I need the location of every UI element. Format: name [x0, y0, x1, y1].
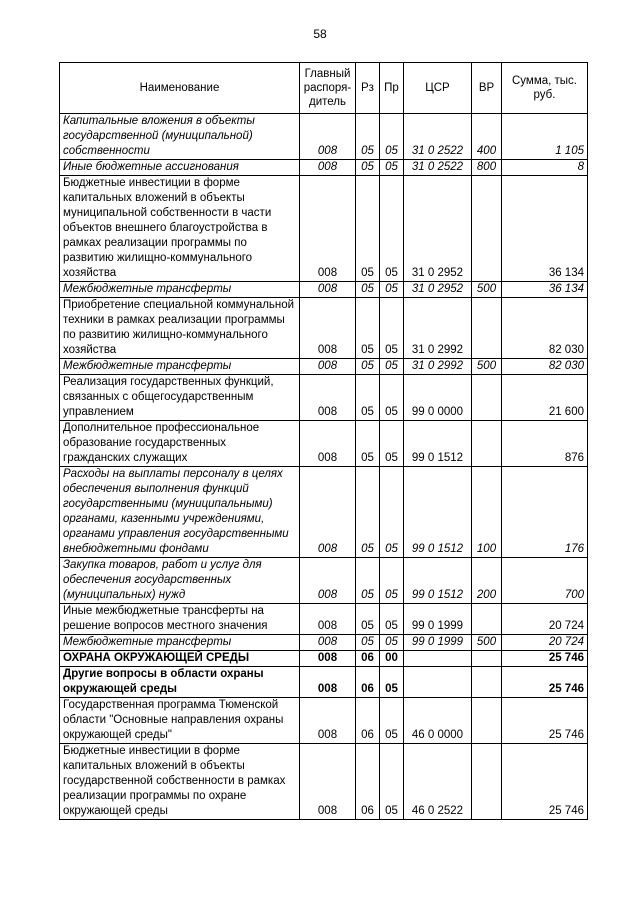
cell-rz: 05: [356, 114, 380, 160]
cell-vr: 800: [472, 160, 502, 176]
cell-csr: 31 0 2522: [404, 114, 472, 160]
cell-name: Межбюджетные трансферты: [60, 359, 300, 375]
cell-name: Дополнительное профессиональное образование государственных гражданских служащих: [60, 421, 300, 467]
cell-rz: 06: [356, 744, 380, 820]
table-row: [60, 635, 588, 651]
cell-sum: 82 030: [502, 298, 588, 359]
cell-name: Межбюджетные трансферты: [60, 282, 300, 298]
cell-name: Бюджетные инвестиции в форме капитальных вложений в объекты муниципальной собственности в части объектов внешнего благоустройства в рамках реализации программы по развитию жилищно-коммунального хозяйства: [60, 176, 300, 282]
cell-rz: 05: [356, 421, 380, 467]
table-row: [60, 698, 588, 744]
cell-rz: 05: [356, 359, 380, 375]
cell-pr: 05: [380, 282, 404, 298]
cell-csr: 31 0 2992: [404, 359, 472, 375]
cell-name: Государственная программа Тюменской области "Основные направления охраны окружающей среды": [60, 698, 300, 744]
cell-rz: 05: [356, 160, 380, 176]
cell-vr: [472, 176, 502, 282]
cell-sum: 20 724: [502, 635, 588, 651]
cell-pr: 05: [380, 744, 404, 820]
col-header-admin: Главный распоря-дитель: [300, 63, 356, 114]
cell-sum: 176: [502, 467, 588, 558]
cell-pr: 05: [380, 375, 404, 421]
cell-rz: 05: [356, 604, 380, 635]
cell-vr: 100: [472, 467, 502, 558]
cell-sum: 21 600: [502, 375, 588, 421]
cell-rz: 06: [356, 698, 380, 744]
table-row: [60, 114, 588, 160]
cell-name: Межбюджетные трансферты: [60, 635, 300, 651]
cell-vr: [472, 375, 502, 421]
table-row: [60, 558, 588, 604]
cell-sum: 25 746: [502, 651, 588, 667]
cell-name: Приобретение специальной коммунальной техники в рамках реализации программы по развитию жилищно-коммунального хозяйства: [60, 298, 300, 359]
cell-name: Капитальные вложения в объекты государственной (муниципальной) собственности: [60, 114, 300, 160]
table-row: [60, 467, 588, 558]
cell-admin: 008: [300, 604, 356, 635]
cell-sum: 8: [502, 160, 588, 176]
table-row: [60, 744, 588, 820]
cell-sum: 82 030: [502, 359, 588, 375]
cell-csr: 31 0 2992: [404, 298, 472, 359]
cell-pr: 00: [380, 651, 404, 667]
cell-admin: 008: [300, 667, 356, 698]
cell-sum: 20 724: [502, 604, 588, 635]
col-header-pr: Пр: [380, 63, 404, 114]
table-row: [60, 282, 588, 298]
cell-pr: 05: [380, 160, 404, 176]
cell-rz: 05: [356, 375, 380, 421]
cell-csr: [404, 651, 472, 667]
cell-rz: 05: [356, 558, 380, 604]
table-row: [60, 298, 588, 359]
cell-pr: 05: [380, 359, 404, 375]
col-header-rz: Рз: [356, 63, 380, 114]
cell-admin: 008: [300, 176, 356, 282]
cell-rz: 05: [356, 282, 380, 298]
col-header-sum: Сумма, тыс. руб.: [502, 63, 588, 114]
budget-table: [59, 62, 588, 820]
cell-admin: 008: [300, 651, 356, 667]
table-row: [60, 421, 588, 467]
page-number: 58: [313, 27, 327, 41]
cell-vr: 500: [472, 282, 502, 298]
cell-name: Иные межбюджетные трансферты на решение вопросов местного значения: [60, 604, 300, 635]
cell-sum: 700: [502, 558, 588, 604]
cell-name: Другие вопросы в области охраны окружающей среды: [60, 667, 300, 698]
col-header-vr: ВР: [472, 63, 502, 114]
cell-sum: 25 746: [502, 667, 588, 698]
cell-name: Реализация государственных функций, связанных с общегосударственным управлением: [60, 375, 300, 421]
cell-vr: 500: [472, 359, 502, 375]
table-row: [60, 176, 588, 282]
cell-vr: [472, 744, 502, 820]
cell-sum: 36 134: [502, 176, 588, 282]
cell-admin: 008: [300, 282, 356, 298]
cell-csr: 99 0 1999: [404, 635, 472, 651]
cell-rz: 06: [356, 667, 380, 698]
cell-vr: [472, 667, 502, 698]
table-row: [60, 667, 588, 698]
cell-admin: 008: [300, 744, 356, 820]
table-row: [60, 604, 588, 635]
cell-admin: 008: [300, 114, 356, 160]
cell-vr: [472, 651, 502, 667]
cell-vr: [472, 698, 502, 744]
cell-pr: 05: [380, 298, 404, 359]
header-row: [60, 63, 588, 114]
cell-sum: 876: [502, 421, 588, 467]
cell-admin: 008: [300, 467, 356, 558]
cell-pr: 05: [380, 467, 404, 558]
cell-csr: 99 0 1999: [404, 604, 472, 635]
cell-rz: 06: [356, 651, 380, 667]
cell-pr: 05: [380, 698, 404, 744]
cell-admin: 008: [300, 298, 356, 359]
cell-vr: [472, 604, 502, 635]
cell-vr: 400: [472, 114, 502, 160]
cell-pr: 05: [380, 667, 404, 698]
cell-pr: 05: [380, 635, 404, 651]
cell-admin: 008: [300, 375, 356, 421]
table-row: [60, 375, 588, 421]
cell-admin: 008: [300, 359, 356, 375]
cell-sum: 36 134: [502, 282, 588, 298]
cell-name: Бюджетные инвестиции в форме капитальных вложений в объекты государственной собственности в рамках реализации программы по охране окружающей среды: [60, 744, 300, 820]
cell-csr: 31 0 2952: [404, 176, 472, 282]
cell-name: Закупка товаров, работ и услуг для обеспечения государственных (муниципальных) нужд: [60, 558, 300, 604]
cell-pr: 05: [380, 114, 404, 160]
cell-admin: 008: [300, 698, 356, 744]
cell-pr: 05: [380, 176, 404, 282]
cell-sum: 1 105: [502, 114, 588, 160]
cell-rz: 05: [356, 635, 380, 651]
table-row: [60, 160, 588, 176]
cell-vr: [472, 298, 502, 359]
col-header-csr: ЦСР: [404, 63, 472, 114]
cell-vr: 200: [472, 558, 502, 604]
cell-name: Расходы на выплаты персоналу в целях обеспечения выполнения функций государственными (муниципальными) органами, казенными учреждениями, органами управления государственными внебюджетными фондами: [60, 467, 300, 558]
cell-name: Иные бюджетные ассигнования: [60, 160, 300, 176]
cell-csr: 99 0 1512: [404, 421, 472, 467]
cell-name: ОХРАНА ОКРУЖАЮЩЕЙ СРЕДЫ: [60, 651, 300, 667]
cell-sum: 25 746: [502, 698, 588, 744]
cell-rz: 05: [356, 298, 380, 359]
cell-admin: 008: [300, 558, 356, 604]
cell-csr: 99 0 1512: [404, 558, 472, 604]
cell-vr: [472, 421, 502, 467]
cell-sum: 25 746: [502, 744, 588, 820]
cell-csr: 31 0 2952: [404, 282, 472, 298]
cell-admin: 008: [300, 421, 356, 467]
cell-admin: 008: [300, 635, 356, 651]
cell-pr: 05: [380, 421, 404, 467]
table-row: [60, 651, 588, 667]
cell-rz: 05: [356, 467, 380, 558]
cell-pr: 05: [380, 558, 404, 604]
cell-csr: 46 0 2522: [404, 744, 472, 820]
cell-rz: 05: [356, 176, 380, 282]
cell-admin: 008: [300, 160, 356, 176]
col-header-name: Наименование: [60, 63, 300, 114]
cell-csr: [404, 667, 472, 698]
cell-csr: 99 0 0000: [404, 375, 472, 421]
cell-pr: 05: [380, 604, 404, 635]
cell-csr: 99 0 1512: [404, 467, 472, 558]
cell-csr: 31 0 2522: [404, 160, 472, 176]
cell-vr: 500: [472, 635, 502, 651]
table-row: [60, 359, 588, 375]
cell-csr: 46 0 0000: [404, 698, 472, 744]
